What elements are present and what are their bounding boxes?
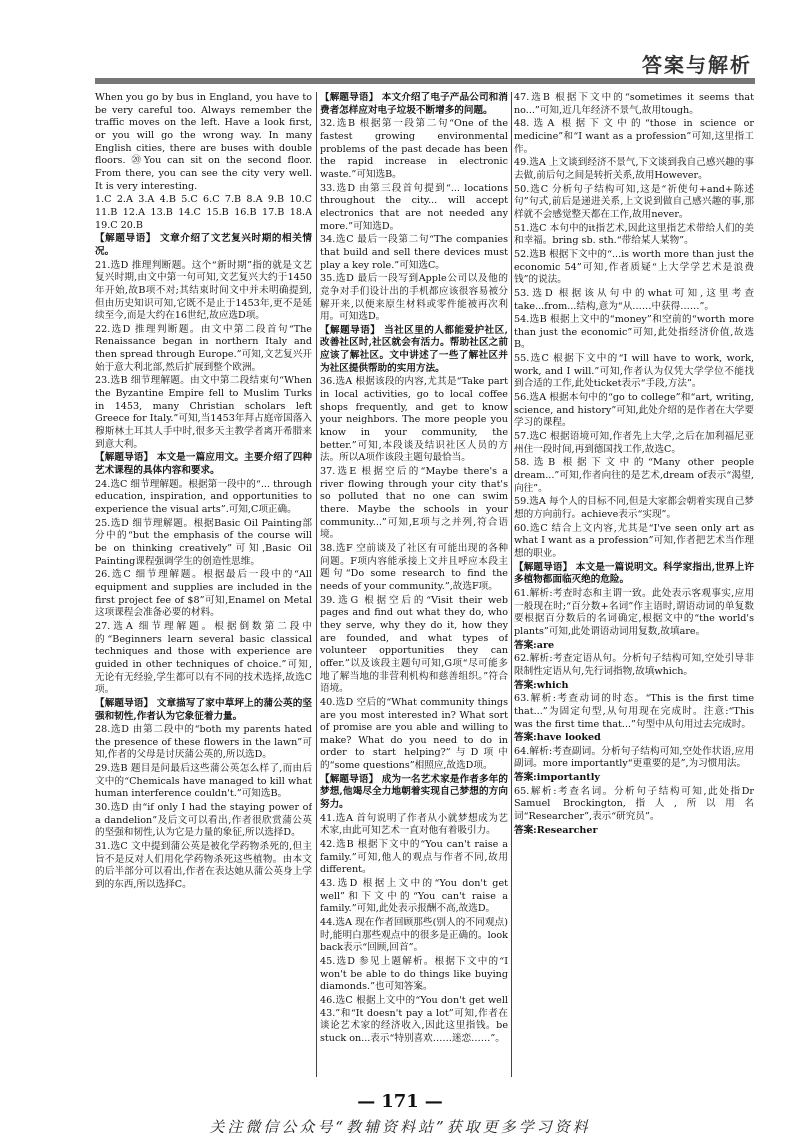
page-header [0,0,800,92]
answer-item: 56.选A 根据本句中的“go to college”和“art, writing, science, and history”可知,此处介绍的是作者在大学要学习的课程。 [514,392,754,429]
answer-item: 1.C 2.A 3.A 4.B 5.C 6.C 7.B 8.A 9.B 10.C 11.B 12.A 13.B 14.C 15.B 16.B 17.B 18.A 19.C 20.B [95,194,312,231]
answer-item: 【解题导语】 本文介绍了电子产品公司和消费者怎样应对电子垃圾不断增多的问题。 [320,92,508,116]
answer-item: 57.选C 根据语境可知,作者先上大学,之后在加利福尼亚州住一段时间,再到德国找工作,故选C。 [514,431,754,455]
answer-item: 【解题导语】 文章介绍了文艺复兴时期的相关情况。 [95,233,312,257]
answer-item: 54.选B 根据上文中的“money”和空前的“worth more than just the economic”可知,此处指经济价值,故选B。 [514,314,754,351]
header-title: 答案与解析 [642,53,752,77]
answer-item: 62.解析:考查定语从句。分析句子结构可知,空处引导非限制性定语从句,先行词指物,故填which。 [514,653,754,677]
answer-item: 22.选D 推理判断题。由文中第二段首句“The Renaissance began in northern Italy and then spread through Europe.”可知,文艺复兴开始于意大利北部,然后扩展到整个欧洲。 [95,323,312,373]
column-middle [320,92,508,1092]
answer-item: 39.选G 根据空后的“Visit their web pages and find out what they do, who they serve, why they do it, how they are founded, and what types of volunteer opportunities they can offer.”以及该段主题句可知,G项“尽可能多地了解当地的非营利机构和慈善组织。”符合语境。 [320,594,508,695]
answer-item: 40.选D 空后的“What community things are you most interested in? What sort of promise are you able and willing to make? What do you need to do in order to start helping?”与D项中的“some questions”相照应,故选D项。 [320,696,508,772]
answer-item: 60.选C 结合上文内容,尤其是“I've seen only art as what I want as a profession”可知,作者把艺术当作理想的职业。 [514,522,754,559]
answer-item: 37.选E 根据空后的“Maybe there's a river flowing through your city that's so polluted that no one can swim there. Maybe the schools in your community...”可知,E项与之并列,符合语境。 [320,466,508,541]
answer-item: 26.选C 细节理解题。根据最后一段中的“All equipment and supplies are included in the first project fee of $8”可知,Enamel on Metal这项课程会准备必要的材料。 [95,569,312,619]
answer-item: 答案:importantly [514,772,600,784]
answer-item: 【解题导语】 成为一名艺术家是作者多年的梦想,他竭尽全力地朝着实现自己梦想的方向努力。 [320,773,508,811]
column-divider [511,92,512,1077]
answer-item: 24.选C 细节理解题。根据第一段中的“... through education, inspiration, and opportunities to experience the visual arts”.可知,C项正确。 [95,478,312,515]
answer-item: 41.选A 首句说明了作者从小就梦想成为艺术家,由此可知艺术一直对他有着吸引力。 [320,812,508,837]
answer-item: 【解题导语】 本文是一篇应用文。主要介绍了四种艺术课程的具体内容和要求。 [95,452,312,477]
answer-item: 51.选C 本句中的it指艺术,因此这里指艺术带给人们的美和幸福。bring sb. sth.“带给某人某物”。 [514,222,754,247]
answer-item: 21.选D 推理判断题。这个“新时期”指的就是文艺复兴时期,由文中第一句可知,文艺复兴大约于1450年开始,故B项不对;其结束时间文中并未明确提到,但由历史知识可知,它既不是止于1453年,更不是延续至今,而是大约在16世纪,故应选D项。 [95,259,312,322]
answer-item: 28.选D 由第二段中的“both my parents hated the presence of these flowers in the lawn”可知,作者的父母是讨厌蒲公英的,所以选D。 [95,724,312,761]
answer-item: 42.选B 根据下文中的“You can't raise a family.”可知,他人的观点与作者不同,故用different。 [320,839,508,876]
answer-item: 34.选C 最后一段第二句“The companies that build and sell there devices must play a key role.”可知选C。 [320,234,508,271]
answer-item: 61.解析:考查时态和主谓一致。此处表示客观事实,应用一般现在时;“百分数+名词”作主语时,谓语动词的单复数要根据百分数后的名词确定,根据文中的“the world's plants”可知,此处谓语动词用复数,故填are。 [514,587,754,637]
answer-item: 49.选A 上文谈到经济不景气,下文谈到我自己感兴趣的事去做,前后句之间是转折关系,故用However。 [514,157,754,181]
header-rule [95,78,755,84]
answer-item: 63.解析:考查动词的时态。“This is the first time that...”为固定句型,从句用现在完成时。注意:“This was the first time that...”句型中从句用过去完成时。 [514,693,754,730]
answer-item: 50.选C 分析句子结构可知,这是“祈使句+and+陈述句”句式,前后是递进关系,上文说到做自己感兴趣的事,那样就不会感觉整天都在工作,故用never。 [514,183,754,220]
answer-item: 48.选A 根据下文中的“those in science or medicine”和“I want as a profession”可知,这里指工作。 [514,118,754,155]
answer-item: 53.选D 根据该从句中的what可知,这里考查take...from...结构,意为“从……中获得……”。 [514,287,754,312]
answer-item: 59.选A 每个人的目标不同,但是大家都会朝着实现自己梦想的方向前行。achieve表示“实现”。 [514,496,754,520]
answer-item: 答案:have looked [514,732,601,744]
answer-item: 27.选A 细节理解题。根据倒数第二段中的“Beginners learn several basic classical techniques and those with experience are guided in other techniques of choice.”可知,无论有无经验,学生都可以有不同的技术选择,故选C项。 [95,620,312,696]
page-number: — 171 — [0,1090,800,1114]
answer-item: 答案:Researcher [514,824,598,836]
answer-item: 58.选B 根据下文中的“Many other people dream...”可知,作者向往的是艺术,dream of表示“渴望,向往”。 [514,457,754,494]
answer-item: 35.选D 最后一段写到Apple公司以及他的竞争对手们设计出的手机都应该很容易被分解开来,以便来原生材料或零件能被再次利用。可知选D。 [320,273,508,323]
column-right [514,92,754,1092]
answer-item: 30.选D 由“if only I had the staying power of a dandelion”及后文可以看出,作者很欣赏蒲公英的坚强和韧性,认为它是力量的象征,所以选择D。 [95,802,312,839]
answer-item: 25.选D 细节理解题。根据Basic Oil Painting部分中的“but the emphasis of the course will be on thinking creatively”可知,Basic Oil Painting课程强调学生的创造性思维。 [95,517,312,567]
answer-item: 【解题导语】 当社区里的人都能爱护社区,改善社区时,社区就会有活力。帮助社区之前应该了解社区。文中讲述了一些了解社区并为社区提供帮助的实用方法。 [320,324,508,374]
answer-item: 33.选D 由第三段首句提到“... locations throughout the city... will accept electronics that are not needed any more.”可知选D。 [320,182,508,232]
answer-item: 55.选C 根据下文中的“I will have to work, work, work, and I will.”可知,作者认为仅凭大学学位不能找到合适的工作,此处ticket表示“手段,方法”。 [514,353,754,390]
answer-item: 64.解析:考查副词。分析句子结构可知,空处作状语,应用副词。more importantly“更重要的是”,为习惯用法。 [514,745,754,770]
answer-item: 31.选C 文中提到蒲公英是被化学药物杀死的,但主旨不是反对人们用化学药物杀死这些植物。由本文的后半部分可以看出,作者在表达她从蒲公英身上学到的东西,所以选择C。 [95,841,312,891]
answer-item: 38.选F 空前谈及了社区有可能出现的各种问题。F项内容能承接上文并且呼应本段主题句“Do some research to find the needs of your community.”,故选F项。 [320,542,508,592]
answer-item: When you go by bus in England, you have to be very careful too. Always remember the traffic moves on the left. Have a look first, or you will go the wrong way. In many English cities, there are buses with double floors. ⑳You can sit on the second floor. From there, you can see the city very well. It is very interesting. [95,92,312,192]
answer-item: 47.选B 根据下文中的“sometimes it seems that no...”可知,近几年经济不景气,故用tough。 [514,92,754,116]
column-left [95,92,312,1092]
answer-item: 【解题导语】 本文是一篇说明文。科学家指出,世界上许多植物都面临灭绝的危险。 [514,561,754,586]
answer-item: 32.选B 根据第一段第二句“One of the fastest growing environmental problems of the past decade has been the rapid increase in electronic waste.”可知选B。 [320,118,508,180]
answer-item: 36.选A 根据该段的内容,尤其是“Take part in local activities, go to local coffee shops frequently, and get to know your neighbors. The more people you know in your community, the better.”可知,本段谈及结识社区人员的方法。所以A项作该段主题句最恰当。 [320,376,508,464]
answer-item: 23.选B 细节理解题。由文中第二段结束句“When the Byzantine Empire fell to Muslim Turks in 1453, many Christian scholars left Greece for Italy.”可知,当1453年拜占庭帝国落入穆斯林土耳其人手中时,很多天主教学者离开希腊来到意大利。 [95,375,312,450]
column-divider [316,92,317,1077]
answer-item: 45.选D 参见上题解析。根据下文中的“I won't be able to do things like buying diamonds.”也可知答案。 [320,955,508,993]
answer-item: 答案:which [514,679,569,691]
answer-item: 46.选C 根据上文中的“You don't get well 43.”和“It doesn't pay a lot”可知,作者在谈论艺术家的经济收入,因此这里指钱。be stuck on...表示“特别喜欢……迷恋……”。 [320,994,508,1044]
footer-note: 关注微信公众号“教辅资料站”获取更多学习资料 [209,1118,591,1136]
answer-item: 答案:are [514,639,555,651]
answer-item: 52.选B 根据下文中的“...is worth more than just the economic 54”可知,作者质疑“上大学学艺术是浪费钱”的说法。 [514,248,754,286]
answer-item: 29.选B 题目是问最后这些蒲公英怎么样了,而由后文中的“Chemicals have managed to kill what human interference couldn't.”可知选B。 [95,763,312,800]
answer-item: 【解题导语】 文章描写了家中草坪上的蒲公英的坚强和韧性,作者认为它象征着力量。 [95,697,312,722]
answer-item: 65.解析:考查名词。分析句子结构可知,此处指Dr Samuel Brockington,指人,所以用名词“Researcher”,表示“研究员”。 [514,785,754,823]
answer-item: 44.选A 现在作者回顾那些(别人的不同观点)时,能明白那些观点中的很多是正确的。look back表示“回顾,回首”。 [320,917,508,954]
answer-item: 43.选D 根据上文中的“You don't get well”和下文中的“You can't raise a family.”可知,此处表示报酬不高,故选D。 [320,878,508,915]
